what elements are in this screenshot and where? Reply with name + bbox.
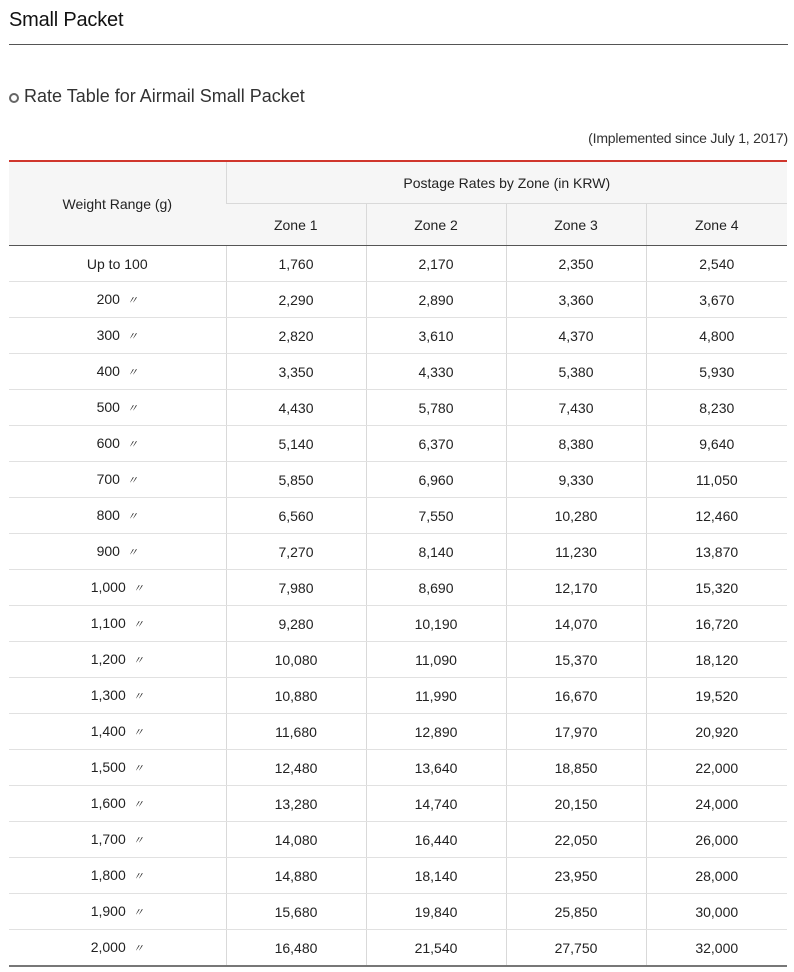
weight-value: 800 — [96, 507, 120, 523]
zone-3-rate: 7,430 — [506, 390, 646, 426]
ditto-mark: 〃 — [132, 871, 144, 883]
zone-3-rate: 9,330 — [506, 462, 646, 498]
weight-value: 700 — [96, 471, 120, 487]
zone-1-rate: 3,350 — [226, 354, 366, 390]
page-title: Small Packet — [9, 9, 124, 31]
zone-2-rate: 11,090 — [366, 642, 506, 678]
weight-cell — [9, 570, 226, 606]
zone-3-rate: 11,230 — [506, 534, 646, 570]
weight-cell — [9, 930, 226, 967]
zone-2-rate: 12,890 — [366, 714, 506, 750]
zone-1-header: Zone 1 — [226, 204, 366, 246]
zone-2-rate: 14,740 — [366, 786, 506, 822]
zone-1-rate: 10,880 — [226, 678, 366, 714]
table-row — [9, 642, 787, 678]
zone-2-rate: 21,540 — [366, 930, 506, 967]
zone-1-rate: 5,850 — [226, 462, 366, 498]
weight-cell — [9, 858, 226, 894]
weight-value: 400 — [96, 363, 120, 379]
title-divider — [9, 44, 788, 45]
zone-3-rate: 10,280 — [506, 498, 646, 534]
ditto-mark: 〃 — [132, 583, 144, 595]
zone-3-rate: 12,170 — [506, 570, 646, 606]
weight-value: 1,900 — [90, 903, 126, 919]
ditto-mark: 〃 — [126, 403, 138, 415]
table-row — [9, 750, 787, 786]
table-row — [9, 462, 787, 498]
table-row — [9, 282, 787, 318]
zone-2-rate: 6,370 — [366, 426, 506, 462]
table-row — [9, 570, 787, 606]
weight-cell — [9, 246, 226, 282]
zone-4-rate: 24,000 — [646, 786, 787, 822]
weight-value: 1,600 — [90, 795, 126, 811]
ditto-mark: 〃 — [126, 331, 138, 343]
weight-value: 1,100 — [90, 615, 126, 631]
zone-4-header: Zone 4 — [646, 204, 787, 246]
weight-value: 1,800 — [90, 867, 126, 883]
zone-3-rate: 8,380 — [506, 426, 646, 462]
rate-table — [9, 160, 787, 967]
zone-3-rate: 27,750 — [506, 930, 646, 967]
weight-cell — [9, 390, 226, 426]
zone-3-rate: 22,050 — [506, 822, 646, 858]
table-row — [9, 318, 787, 354]
weight-value: 200 — [96, 291, 120, 307]
weight-cell — [9, 822, 226, 858]
ditto-mark: 〃 — [126, 511, 138, 523]
zone-2-rate: 8,690 — [366, 570, 506, 606]
zone-4-rate: 2,540 — [646, 246, 787, 282]
zone-2-rate: 5,780 — [366, 390, 506, 426]
zone-4-rate: 26,000 — [646, 822, 787, 858]
table-row — [9, 930, 787, 967]
zone-1-rate: 14,080 — [226, 822, 366, 858]
zone-3-rate: 4,370 — [506, 318, 646, 354]
zone-4-rate: 28,000 — [646, 858, 787, 894]
zone-2-rate: 6,960 — [366, 462, 506, 498]
weight-range-header: Weight Range (g) — [9, 161, 226, 246]
weight-cell — [9, 426, 226, 462]
table-row — [9, 498, 787, 534]
zone-3-rate: 2,350 — [506, 246, 646, 282]
table-row — [9, 894, 787, 930]
weight-value: 500 — [96, 399, 120, 415]
circle-bullet-icon — [9, 93, 19, 103]
zone-1-rate: 2,290 — [226, 282, 366, 318]
weight-value: 900 — [96, 543, 120, 559]
zone-4-rate: 15,320 — [646, 570, 787, 606]
ditto-mark: 〃 — [132, 691, 144, 703]
weight-cell — [9, 318, 226, 354]
table-row — [9, 678, 787, 714]
table-row — [9, 246, 787, 282]
weight-cell — [9, 354, 226, 390]
header-row-top — [9, 161, 787, 204]
weight-value: 2,000 — [90, 939, 126, 955]
implementation-note: (Implemented since July 1, 2017) — [588, 130, 788, 146]
ditto-mark: 〃 — [132, 727, 144, 739]
table-row — [9, 786, 787, 822]
zone-3-rate: 18,850 — [506, 750, 646, 786]
table-row — [9, 606, 787, 642]
weight-value: 300 — [96, 327, 120, 343]
zone-1-rate: 9,280 — [226, 606, 366, 642]
ditto-mark: 〃 — [126, 439, 138, 451]
table-header — [9, 161, 787, 246]
zone-2-header: Zone 2 — [366, 204, 506, 246]
zone-4-rate: 8,230 — [646, 390, 787, 426]
zone-3-rate: 5,380 — [506, 354, 646, 390]
table-row — [9, 534, 787, 570]
zone-1-rate: 14,880 — [226, 858, 366, 894]
zone-3-rate: 15,370 — [506, 642, 646, 678]
weight-cell — [9, 606, 226, 642]
section-heading — [9, 86, 305, 107]
zone-2-rate: 19,840 — [366, 894, 506, 930]
ditto-mark: 〃 — [132, 619, 144, 631]
zone-4-rate: 16,720 — [646, 606, 787, 642]
zone-3-rate: 14,070 — [506, 606, 646, 642]
postage-rates-header: Postage Rates by Zone (in KRW) — [226, 161, 787, 204]
weight-cell — [9, 750, 226, 786]
zone-4-rate: 18,120 — [646, 642, 787, 678]
weight-value: 1,300 — [90, 687, 126, 703]
zone-4-rate: 4,800 — [646, 318, 787, 354]
zone-2-rate: 13,640 — [366, 750, 506, 786]
zone-2-rate: 11,990 — [366, 678, 506, 714]
zone-1-rate: 6,560 — [226, 498, 366, 534]
zone-1-rate: 16,480 — [226, 930, 366, 967]
zone-1-rate: 7,980 — [226, 570, 366, 606]
weight-value: 1,000 — [90, 579, 126, 595]
ditto-mark: 〃 — [126, 475, 138, 487]
table-row — [9, 354, 787, 390]
weight-cell — [9, 462, 226, 498]
zone-1-rate: 12,480 — [226, 750, 366, 786]
ditto-mark: 〃 — [126, 295, 138, 307]
zone-3-header: Zone 3 — [506, 204, 646, 246]
weight-cell — [9, 714, 226, 750]
weight-value: 1,500 — [90, 759, 126, 775]
zone-4-rate: 12,460 — [646, 498, 787, 534]
zone-4-rate: 32,000 — [646, 930, 787, 967]
zone-4-rate: 30,000 — [646, 894, 787, 930]
table-row — [9, 714, 787, 750]
zone-4-rate: 20,920 — [646, 714, 787, 750]
table-body — [9, 246, 787, 967]
zone-4-rate: 19,520 — [646, 678, 787, 714]
weight-cell — [9, 282, 226, 318]
zone-2-rate: 10,190 — [366, 606, 506, 642]
zone-4-rate: 3,670 — [646, 282, 787, 318]
zone-3-rate: 25,850 — [506, 894, 646, 930]
zone-2-rate: 4,330 — [366, 354, 506, 390]
weight-cell — [9, 678, 226, 714]
weight-value: 1,200 — [90, 651, 126, 667]
ditto-mark: 〃 — [132, 799, 144, 811]
zone-3-rate: 16,670 — [506, 678, 646, 714]
zone-2-rate: 3,610 — [366, 318, 506, 354]
zone-1-rate: 7,270 — [226, 534, 366, 570]
zone-1-rate: 1,760 — [226, 246, 366, 282]
weight-cell — [9, 498, 226, 534]
zone-2-rate: 2,890 — [366, 282, 506, 318]
zone-4-rate: 11,050 — [646, 462, 787, 498]
zone-2-rate: 2,170 — [366, 246, 506, 282]
ditto-mark: 〃 — [132, 943, 144, 955]
weight-value: 600 — [96, 435, 120, 451]
zone-3-rate: 23,950 — [506, 858, 646, 894]
ditto-mark: 〃 — [132, 835, 144, 847]
ditto-mark: 〃 — [132, 907, 144, 919]
weight-cell — [9, 642, 226, 678]
table-row — [9, 822, 787, 858]
zone-3-rate: 20,150 — [506, 786, 646, 822]
zone-2-rate: 16,440 — [366, 822, 506, 858]
ditto-mark: 〃 — [132, 763, 144, 775]
zone-2-rate: 18,140 — [366, 858, 506, 894]
table-row — [9, 858, 787, 894]
weight-value: 1,700 — [90, 831, 126, 847]
ditto-mark: 〃 — [132, 655, 144, 667]
zone-4-rate: 9,640 — [646, 426, 787, 462]
zone-1-rate: 10,080 — [226, 642, 366, 678]
zone-4-rate: 13,870 — [646, 534, 787, 570]
zone-2-rate: 8,140 — [366, 534, 506, 570]
zone-4-rate: 22,000 — [646, 750, 787, 786]
zone-3-rate: 17,970 — [506, 714, 646, 750]
zone-1-rate: 13,280 — [226, 786, 366, 822]
zone-1-rate: 5,140 — [226, 426, 366, 462]
ditto-mark: 〃 — [126, 367, 138, 379]
table-row — [9, 390, 787, 426]
ditto-mark: 〃 — [126, 547, 138, 559]
weight-cell — [9, 534, 226, 570]
section-heading-text: Rate Table for Airmail Small Packet — [24, 86, 305, 106]
zone-1-rate: 2,820 — [226, 318, 366, 354]
table-row — [9, 426, 787, 462]
weight-cell — [9, 786, 226, 822]
zone-1-rate: 11,680 — [226, 714, 366, 750]
weight-cell — [9, 894, 226, 930]
zone-4-rate: 5,930 — [646, 354, 787, 390]
zone-2-rate: 7,550 — [366, 498, 506, 534]
zone-1-rate: 4,430 — [226, 390, 366, 426]
zone-1-rate: 15,680 — [226, 894, 366, 930]
weight-value: Up to 100 — [86, 255, 148, 272]
weight-value: 1,400 — [90, 723, 126, 739]
zone-3-rate: 3,360 — [506, 282, 646, 318]
